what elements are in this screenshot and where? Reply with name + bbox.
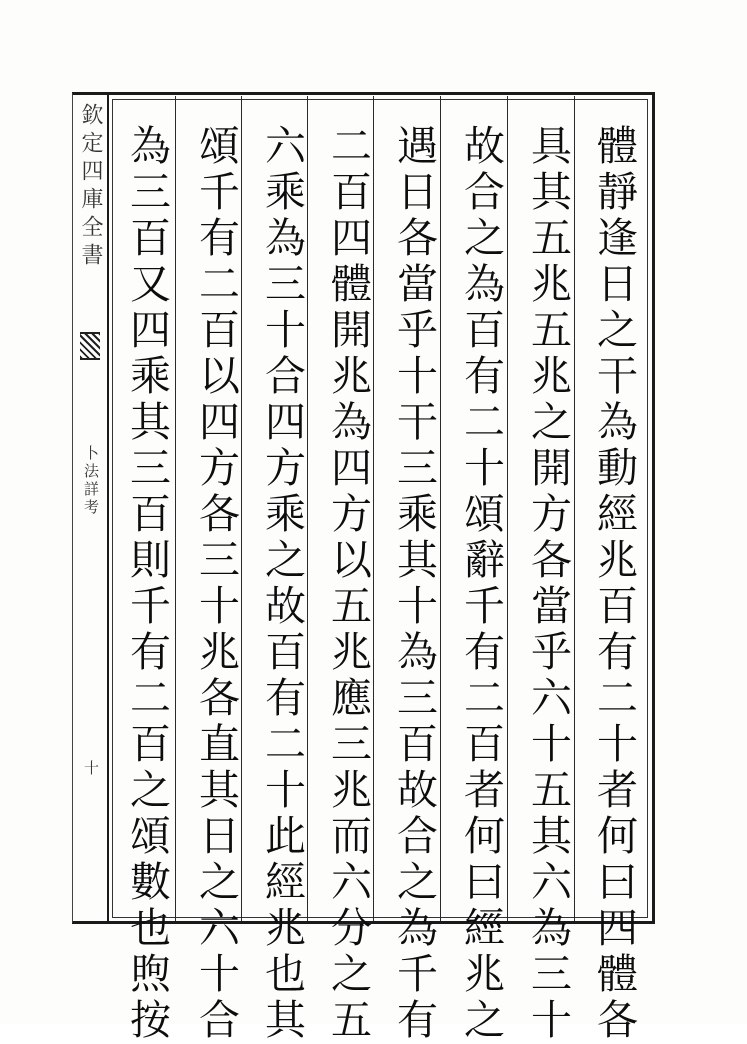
chapter-title-margin: 卜法詳考 bbox=[82, 445, 100, 517]
text-column-2: 具其五兆五兆之開方各當乎六十五其六為三十 bbox=[524, 124, 572, 1044]
fish-tail-mark-icon bbox=[80, 332, 100, 360]
book-title-margin: 欽定四庫全書 bbox=[78, 103, 103, 271]
text-column-3: 故合之為百有二十頌辭千有二百者何曰經兆之 bbox=[457, 124, 505, 1044]
text-column-5: 二百四體開兆為四方以五兆應三兆而六分之五 bbox=[324, 124, 372, 1044]
text-column-8: 為三百又四乘其三百則千有二百之頌數也煦按 bbox=[123, 124, 171, 1044]
text-column-4: 遇日各當乎十干三乘其十為三百故合之為千有 bbox=[390, 124, 438, 1044]
text-column-1: 體靜逢日之干為動經兆百有二十者何曰四體各 bbox=[590, 124, 638, 1044]
text-column-7: 頌千有二百以四方各三十兆各直其日之六十合 bbox=[192, 124, 240, 1044]
page-number-margin: 十 bbox=[82, 760, 100, 775]
text-column-6: 六乘為三十合四方乘之故百有二十此經兆也其 bbox=[258, 124, 306, 1044]
